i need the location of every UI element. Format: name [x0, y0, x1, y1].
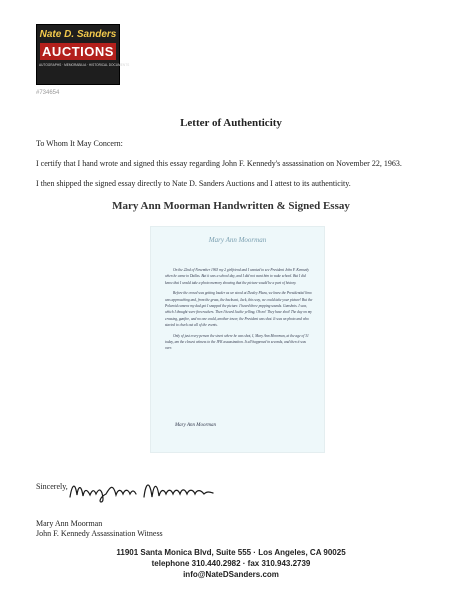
logo-name: Nate D. Sanders: [39, 29, 117, 40]
essay-image: [150, 226, 325, 453]
essay-letterhead: Mary Ann Moorman: [208, 236, 267, 244]
certification-paragraph: I certify that I hand wrote and signed this essay regarding John F. Kennedy's assassination on November 22, 1963.: [36, 159, 402, 168]
reference-number: #734654: [36, 90, 60, 96]
footer-address: 11901 Santa Monica Blvd, Suite 555 · Los Angeles, CA 90025: [116, 548, 346, 557]
essay-paragraph: Only of just every person the street where he was shot, I, Mary Ann Moorman, at the age of 31 today, am the closest witness to the JFK assassination. It all happened in seconds, and then it was over.: [165, 333, 309, 351]
logo-auctions-bar: AUCTIONS: [40, 43, 116, 60]
letter-title: Letter of Authenticity: [180, 117, 282, 129]
essay-signature: Mary Ann Moorman: [175, 423, 217, 428]
signer-name: Mary Ann Moorman: [36, 519, 103, 528]
essay-paragraph: Before the crowd was getting louder as we stood at Dealey Plaza, we knew the Presidential limo was approaching and, from the grass, the backseat, Jack, this way, we could take your picture! But the Polaroid camera my dad got I snapped the picture. I heard three popping sounds. Gunshots. I saw, which I thought were firecrackers. Then I heard Jackie yelling, Oh no! They have shot! The day on my crossing, gunfire, and no one could, another tower, the President was shot. It was on photo and who started to check out all of the events.: [165, 291, 313, 328]
item-title: Mary Ann Moorman Handwritten & Signed Essay: [112, 200, 350, 212]
attestation-paragraph: I then shipped the signed essay directly to Nate D. Sanders Auctions and I attest to its authenticity.: [36, 179, 351, 188]
logo-tagline: AUTOGRAPHS · MEMORABILIA · HISTORICAL DOCUMENTS: [39, 63, 130, 67]
footer-phones: telephone 310.440.2982 · fax 310.943.2739: [151, 559, 311, 568]
handwritten-signature: [66, 475, 216, 503]
salutation: To Whom It May Concern:: [36, 139, 123, 148]
auction-house-logo: [36, 24, 130, 85]
closing-sincerely: Sincerely,: [36, 482, 68, 491]
signer-title: John F. Kennedy Assassination Witness: [36, 529, 163, 538]
essay-paragraph: On the 22nd of November 1963 my 2 girlfriend and I wanted to see President John F. Kennedy when he came to Dallas. But it was a school day, and I did not want him to wake school. But I did know that I would take a photo memory showing that the picture would be a part of history.: [165, 268, 309, 285]
essay-handwritten-text: [165, 267, 313, 356]
footer-email: info@NateDSanders.com: [183, 570, 279, 579]
